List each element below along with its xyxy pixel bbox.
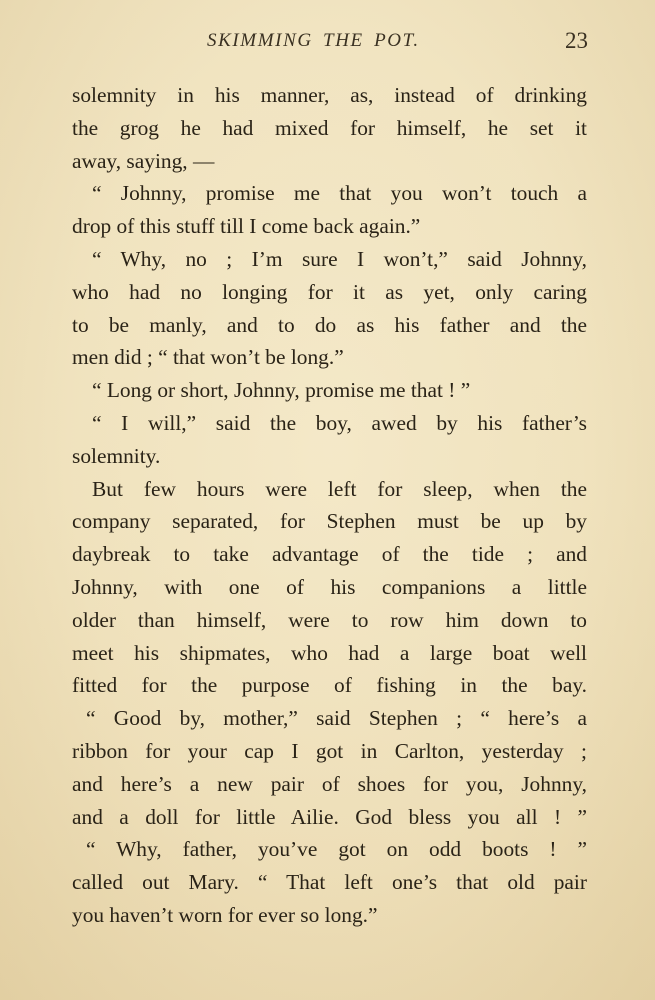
text-line: the grog he had mixed for himself, he set it [72, 115, 587, 140]
text-line: called out Mary. “ That left one’s that old pair [72, 870, 587, 895]
text-line: “ Why, no ; I’m sure I won’t,” said Johnny, [92, 246, 587, 271]
text-line: solemnity. [72, 443, 161, 468]
text-line: and a doll for little Ailie. God bless you all ! ” [72, 804, 587, 829]
running-title: SKIMMING THE POT. [207, 30, 420, 51]
text-line: company separated, for Stephen must be up by [72, 509, 587, 534]
text-line: “ Why, father, you’ve got on odd boots ! ” [86, 837, 587, 862]
text-line: who had no longing for it as yet, only caring [72, 279, 587, 304]
text-line: to be manly, and to do as his father and the [72, 312, 587, 337]
text-line: men did ; “ that won’t be long.” [72, 345, 344, 370]
body-text [72, 79, 587, 932]
text-line: Johnny, with one of his companions a little [72, 574, 587, 599]
text-line: away, saying, — [72, 148, 215, 173]
text-line: and here’s a new pair of shoes for you, Johnny, [72, 771, 587, 796]
text-line: But few hours were left for sleep, when the [92, 476, 587, 501]
page-header [0, 30, 655, 60]
text-line: you haven’t worn for ever so long.” [72, 902, 378, 927]
page-number: 23 [565, 28, 588, 53]
text-line: “ I will,” said the boy, awed by his father’s [92, 410, 587, 435]
text-line: daybreak to take advantage of the tide ; and [72, 542, 587, 567]
text-line: “ Long or short, Johnny, promise me that ! ” [92, 378, 471, 403]
text-line: solemnity in his manner, as, instead of drinking [72, 83, 587, 107]
text-line: fitted for the purpose of fishing in the bay. [72, 673, 587, 698]
text-line: ribbon for your cap I got in Carlton, yesterday ; [72, 738, 587, 763]
text-line: older than himself, were to row him down to [72, 607, 587, 632]
text-line: drop of this stuff till I come back again.” [72, 214, 421, 239]
text-line: meet his shipmates, who had a large boat well [72, 640, 587, 665]
text-line: “ Good by, mother,” said Stephen ; “ here’s a [86, 706, 587, 731]
text-line: “ Johnny, promise me that you won’t touch a [92, 181, 587, 206]
